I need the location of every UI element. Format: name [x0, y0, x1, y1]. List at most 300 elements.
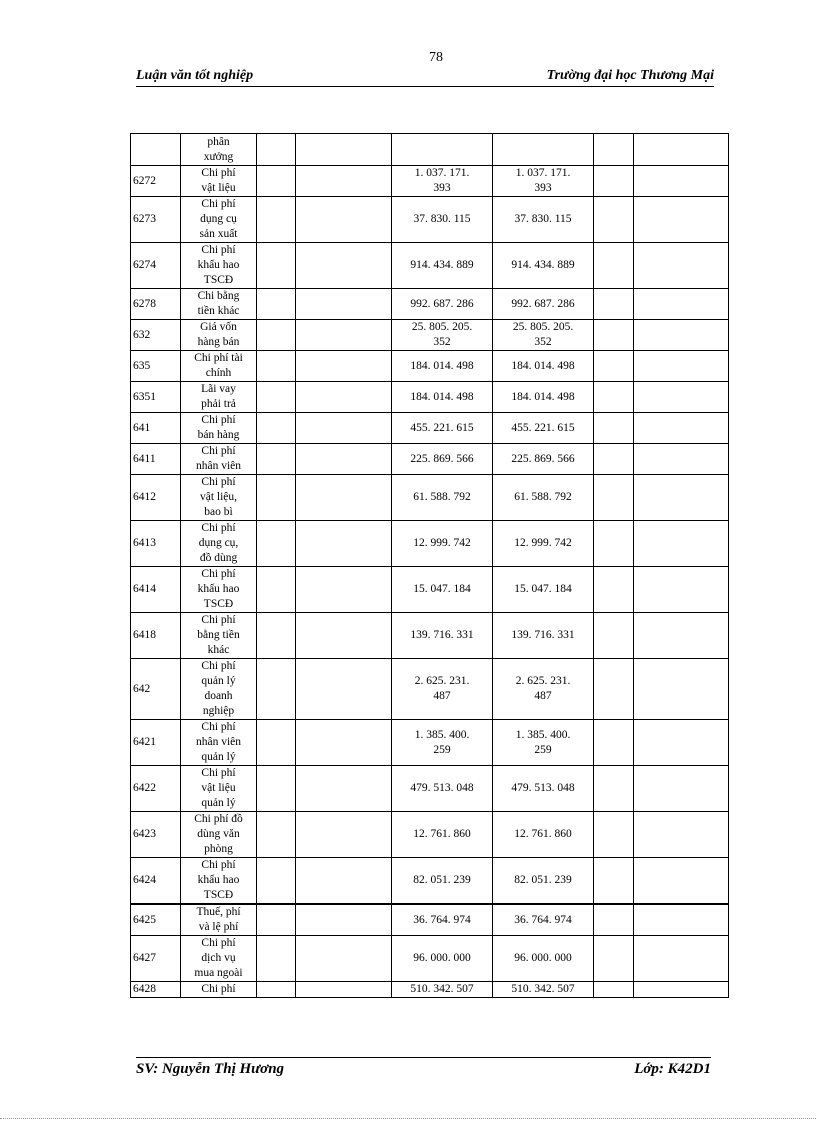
empty-cell: [296, 858, 392, 905]
empty-cell: [257, 659, 296, 720]
empty-cell: [634, 413, 729, 444]
credit-amount-line: 259: [534, 743, 552, 756]
credit-amount-cell: [493, 320, 594, 351]
table-row: [131, 982, 729, 998]
empty-cell: [296, 766, 392, 812]
empty-cell: [257, 243, 296, 289]
account-table-body: [131, 134, 729, 998]
debit-amount-line: 487: [433, 690, 451, 702]
empty-cell: [634, 766, 729, 812]
debit-amount-line: 479. 513. 048: [410, 782, 474, 794]
debit-amount-cell: [392, 521, 493, 567]
table-row: [131, 766, 729, 812]
table-row: [131, 197, 729, 243]
credit-amount-line: 914. 434. 889: [511, 259, 575, 271]
debit-amount-cell: [392, 720, 493, 766]
account-code-cell: 6272: [131, 166, 181, 197]
account-name-line: Chi bằng: [197, 290, 240, 302]
account-code-cell: 6428: [131, 982, 181, 998]
credit-amount-line: 352: [534, 336, 552, 348]
credit-amount-line: 1. 385. 400.: [515, 728, 571, 741]
credit-amount-cell: [493, 475, 594, 521]
credit-amount-cell: [493, 812, 594, 858]
empty-cell: [594, 982, 634, 998]
account-name-line: bằng tiền: [197, 629, 240, 641]
debit-amount-cell: [392, 134, 493, 166]
debit-amount-cell: [392, 982, 493, 998]
credit-amount-cell: [493, 567, 594, 613]
credit-amount-cell: [493, 720, 594, 766]
debit-amount-line: 393: [433, 182, 451, 194]
debit-amount-line: 12. 999. 742: [413, 537, 471, 549]
account-code-cell: 6273: [131, 197, 181, 243]
empty-cell: [594, 858, 634, 905]
account-name-line: Chi phí: [201, 198, 236, 210]
debit-amount-line: 139. 716. 331: [410, 629, 474, 641]
account-name-line: Giá vốn: [200, 321, 237, 333]
account-code-cell: 6411: [131, 444, 181, 475]
debit-amount-line: 992. 687. 286: [410, 297, 474, 310]
debit-amount-cell: [392, 444, 493, 475]
empty-cell: [296, 197, 392, 243]
credit-amount-cell: [493, 858, 594, 905]
account-name-cell: [181, 904, 257, 936]
empty-cell: [634, 613, 729, 659]
credit-amount-cell: [493, 613, 594, 659]
empty-cell: [594, 475, 634, 521]
account-name-line: dụng cụ: [200, 213, 237, 225]
debit-amount-line: 12. 761. 860: [413, 828, 471, 840]
empty-cell: [634, 904, 729, 936]
account-name-line: quản lý: [201, 797, 236, 809]
credit-amount-line: 393: [534, 182, 552, 194]
debit-amount-cell: [392, 936, 493, 982]
debit-amount-line: 61. 588. 792: [413, 491, 471, 503]
account-code-cell: [131, 134, 181, 166]
account-name-line: hàng bán: [197, 336, 240, 348]
debit-amount-cell: [392, 166, 493, 197]
empty-cell: [594, 413, 634, 444]
table-row: [131, 613, 729, 659]
empty-cell: [296, 475, 392, 521]
footer-class: Lớp: K42D1: [634, 1061, 711, 1077]
empty-cell: [296, 166, 392, 197]
account-name-line: Chi phí: [201, 614, 236, 626]
account-name-line: TSCĐ: [203, 889, 234, 901]
empty-cell: [257, 567, 296, 613]
credit-amount-line: 479. 513. 048: [511, 782, 575, 794]
credit-amount-line: 15. 047. 184: [514, 583, 572, 595]
account-name-line: Chi phí: [201, 414, 236, 426]
empty-cell: [296, 243, 392, 289]
table-row: [131, 659, 729, 720]
credit-amount-line: 36. 764. 974: [514, 913, 572, 926]
table-row: [131, 567, 729, 613]
empty-cell: [257, 197, 296, 243]
account-code-cell: 6425: [131, 904, 181, 936]
table-row: [131, 166, 729, 197]
account-name-cell: [181, 413, 257, 444]
account-name-line: sản xuất: [199, 228, 238, 240]
empty-cell: [257, 858, 296, 905]
account-name-cell: [181, 444, 257, 475]
account-name-cell: [181, 521, 257, 567]
empty-cell: [296, 904, 392, 936]
debit-amount-cell: [392, 382, 493, 413]
table-row: [131, 904, 729, 936]
debit-amount-line: 37. 830. 115: [413, 213, 471, 225]
empty-cell: [296, 444, 392, 475]
empty-cell: [296, 613, 392, 659]
account-table: [130, 133, 729, 998]
credit-amount-line: 455. 221. 615: [511, 421, 575, 434]
account-name-line: Chi phí: [201, 721, 236, 733]
account-code-cell: 6422: [131, 766, 181, 812]
account-name-line: khấu hao: [197, 259, 240, 271]
empty-cell: [634, 567, 729, 613]
empty-cell: [296, 720, 392, 766]
empty-cell: [634, 134, 729, 166]
empty-cell: [257, 289, 296, 320]
account-code-cell: 6418: [131, 613, 181, 659]
debit-amount-line: 82. 051. 239: [413, 874, 471, 886]
empty-cell: [634, 659, 729, 720]
credit-amount-cell: [493, 351, 594, 382]
empty-cell: [257, 320, 296, 351]
empty-cell: [296, 382, 392, 413]
account-name-line: Chi phí: [201, 937, 236, 949]
debit-amount-cell: [392, 567, 493, 613]
empty-cell: [296, 320, 392, 351]
empty-cell: [257, 166, 296, 197]
table-row: [131, 858, 729, 905]
account-name-cell: [181, 320, 257, 351]
account-name-line: đồ dùng: [199, 552, 238, 564]
account-name-line: Chi phí: [201, 568, 236, 580]
debit-amount-line: 352: [433, 336, 451, 348]
account-name-line: nghiệp: [202, 705, 235, 717]
account-code-cell: 635: [131, 351, 181, 382]
credit-amount-line: 992. 687. 286: [511, 297, 575, 310]
credit-amount-line: 37. 830. 115: [514, 213, 572, 225]
account-name-cell: [181, 613, 257, 659]
account-name-line: dụng cụ,: [198, 537, 239, 549]
account-name-line: phân: [207, 135, 230, 148]
credit-amount-line: 184. 014. 498: [511, 390, 575, 403]
empty-cell: [634, 936, 729, 982]
credit-amount-line: 2. 625. 231.: [515, 675, 571, 687]
page-edge-divider: [0, 1118, 816, 1119]
account-name-line: khấu hao: [197, 583, 240, 595]
empty-cell: [634, 382, 729, 413]
debit-amount-line: 914. 434. 889: [410, 259, 474, 271]
page-number: 78: [429, 50, 443, 65]
account-name-line: chính: [205, 367, 232, 379]
credit-amount-line: 12. 761. 860: [514, 828, 572, 840]
credit-amount-cell: [493, 197, 594, 243]
empty-cell: [257, 382, 296, 413]
account-name-cell: [181, 382, 257, 413]
empty-cell: [634, 858, 729, 905]
account-code-cell: 6413: [131, 521, 181, 567]
account-name-line: vật liệu: [201, 782, 236, 794]
credit-amount-cell: [493, 382, 594, 413]
empty-cell: [594, 812, 634, 858]
account-name-line: nhân viên: [195, 460, 242, 472]
empty-cell: [296, 289, 392, 320]
account-name-line: khấu hao: [197, 874, 240, 886]
credit-amount-line: 184. 014. 498: [511, 359, 575, 372]
debit-amount-line: 36. 764. 974: [413, 913, 471, 926]
account-name-line: khác: [207, 644, 230, 656]
account-name-cell: [181, 134, 257, 166]
account-name-line: xưởng: [203, 150, 234, 163]
empty-cell: [634, 475, 729, 521]
account-name-cell: [181, 243, 257, 289]
credit-amount-cell: [493, 444, 594, 475]
empty-cell: [296, 982, 392, 998]
empty-cell: [257, 521, 296, 567]
table-row: [131, 444, 729, 475]
credit-amount-line: 82. 051. 239: [514, 874, 572, 886]
table-row: [131, 521, 729, 567]
account-code-cell: 6423: [131, 812, 181, 858]
account-name-line: Chi phí: [201, 660, 236, 672]
empty-cell: [296, 351, 392, 382]
empty-cell: [634, 197, 729, 243]
debit-amount-cell: [392, 351, 493, 382]
account-name-line: Chi phí: [201, 522, 236, 534]
table-row: [131, 289, 729, 320]
account-name-line: quản lý: [201, 675, 236, 687]
account-name-cell: [181, 567, 257, 613]
debit-amount-cell: [392, 243, 493, 289]
empty-cell: [257, 766, 296, 812]
empty-cell: [296, 936, 392, 982]
account-name-cell: [181, 659, 257, 720]
empty-cell: [257, 812, 296, 858]
account-name-line: Chi phí: [201, 983, 236, 995]
account-name-line: và lệ phí: [198, 921, 239, 933]
account-code-cell: 6278: [131, 289, 181, 320]
header-university: Trường đại học Thương Mại: [546, 68, 714, 83]
empty-cell: [594, 166, 634, 197]
empty-cell: [634, 289, 729, 320]
empty-cell: [257, 475, 296, 521]
account-code-cell: 6427: [131, 936, 181, 982]
empty-cell: [257, 444, 296, 475]
credit-amount-line: 12. 999. 742: [514, 537, 572, 549]
account-name-line: mua ngoài: [194, 967, 243, 979]
table-row: [131, 812, 729, 858]
account-name-line: vật liệu: [201, 182, 236, 194]
debit-amount-line: 259: [433, 743, 451, 756]
account-name-line: vật liệu,: [199, 491, 238, 503]
empty-cell: [594, 613, 634, 659]
credit-amount-cell: [493, 766, 594, 812]
account-code-cell: 6424: [131, 858, 181, 905]
account-name-line: Chi phí tài: [194, 352, 243, 364]
account-code-cell: 6351: [131, 382, 181, 413]
empty-cell: [257, 904, 296, 936]
empty-cell: [594, 134, 634, 166]
debit-amount-line: 184. 014. 498: [410, 359, 474, 372]
debit-amount-cell: [392, 613, 493, 659]
header-thesis-title: Luận văn tốt nghiệp: [136, 68, 254, 83]
empty-cell: [594, 289, 634, 320]
credit-amount-line: 510. 342. 507: [511, 983, 575, 995]
account-name-line: dịch vụ: [201, 952, 236, 964]
empty-cell: [594, 521, 634, 567]
account-code-cell: 6274: [131, 243, 181, 289]
debit-amount-line: 1. 385. 400.: [414, 728, 470, 741]
empty-cell: [594, 904, 634, 936]
empty-cell: [257, 413, 296, 444]
account-code-cell: 632: [131, 320, 181, 351]
empty-cell: [634, 982, 729, 998]
empty-cell: [634, 166, 729, 197]
credit-amount-line: 61. 588. 792: [514, 491, 572, 503]
account-name-line: Chi phí: [201, 244, 236, 256]
account-name-cell: [181, 766, 257, 812]
empty-cell: [594, 320, 634, 351]
empty-cell: [257, 720, 296, 766]
empty-cell: [634, 320, 729, 351]
debit-amount-cell: [392, 766, 493, 812]
credit-amount-line: 25. 805. 205.: [512, 321, 574, 333]
credit-amount-line: 96. 000. 000: [514, 952, 572, 964]
empty-cell: [594, 197, 634, 243]
credit-amount-cell: [493, 166, 594, 197]
account-name-line: phải trả: [201, 398, 236, 410]
debit-amount-cell: [392, 475, 493, 521]
empty-cell: [594, 382, 634, 413]
account-name-line: dùng văn: [197, 828, 240, 840]
empty-cell: [634, 444, 729, 475]
account-name-line: Lãi vay: [201, 383, 236, 395]
empty-cell: [594, 720, 634, 766]
account-name-line: nhân viên: [195, 736, 242, 748]
credit-amount-cell: [493, 243, 594, 289]
empty-cell: [296, 567, 392, 613]
empty-cell: [594, 567, 634, 613]
empty-cell: [296, 134, 392, 166]
empty-cell: [257, 936, 296, 982]
credit-amount-line: 487: [534, 690, 552, 702]
debit-amount-line: 96. 000. 000: [413, 952, 471, 964]
credit-amount-cell: [493, 904, 594, 936]
table-row: [131, 936, 729, 982]
account-name-line: Chi phí: [201, 167, 236, 179]
debit-amount-line: 455. 221. 615: [410, 421, 474, 434]
debit-amount-cell: [392, 289, 493, 320]
empty-cell: [257, 982, 296, 998]
account-name-line: bán hàng: [197, 429, 240, 441]
account-name-line: Chi phí: [201, 445, 236, 457]
empty-cell: [594, 936, 634, 982]
empty-cell: [296, 413, 392, 444]
empty-cell: [634, 351, 729, 382]
account-code-cell: 6421: [131, 720, 181, 766]
account-name-cell: [181, 475, 257, 521]
credit-amount-cell: [493, 521, 594, 567]
account-name-line: Chi phí: [201, 476, 236, 488]
debit-amount-line: 225. 869. 566: [410, 452, 474, 465]
table-row: [131, 243, 729, 289]
account-name-cell: [181, 936, 257, 982]
table-row: [131, 134, 729, 166]
empty-cell: [257, 134, 296, 166]
account-code-cell: 6414: [131, 567, 181, 613]
credit-amount-cell: [493, 134, 594, 166]
account-name-line: phòng: [204, 843, 233, 855]
table-row: [131, 382, 729, 413]
account-name-line: quản lý: [201, 751, 236, 763]
account-name-cell: [181, 166, 257, 197]
account-code-cell: 642: [131, 659, 181, 720]
footer-student-name: SV: Nguyễn Thị Hương: [136, 1061, 285, 1077]
debit-amount-cell: [392, 320, 493, 351]
credit-amount-line: 139. 716. 331: [511, 629, 575, 641]
empty-cell: [594, 351, 634, 382]
debit-amount-cell: [392, 659, 493, 720]
credit-amount-cell: [493, 982, 594, 998]
table-row: [131, 351, 729, 382]
page-footer: [136, 1057, 711, 1078]
account-code-cell: 6412: [131, 475, 181, 521]
credit-amount-cell: [493, 936, 594, 982]
account-code-cell: 641: [131, 413, 181, 444]
debit-amount-cell: [392, 413, 493, 444]
debit-amount-cell: [392, 858, 493, 905]
table-row: [131, 413, 729, 444]
account-name-cell: [181, 982, 257, 998]
account-name-cell: [181, 720, 257, 766]
page-header: [136, 68, 714, 87]
empty-cell: [257, 351, 296, 382]
empty-cell: [594, 243, 634, 289]
account-name-line: Chi phí: [201, 767, 236, 779]
empty-cell: [634, 812, 729, 858]
empty-cell: [257, 613, 296, 659]
account-name-line: bao bì: [204, 506, 233, 518]
empty-cell: [296, 812, 392, 858]
empty-cell: [296, 659, 392, 720]
account-name-line: doanh: [204, 690, 233, 702]
account-name-line: Chi phí đồ: [194, 813, 243, 825]
account-name-cell: [181, 351, 257, 382]
account-name-line: Chi phí: [201, 859, 236, 871]
empty-cell: [634, 243, 729, 289]
table-row: [131, 320, 729, 351]
empty-cell: [634, 720, 729, 766]
debit-amount-line: 15. 047. 184: [413, 583, 471, 595]
debit-amount-line: 184. 014. 498: [410, 390, 474, 403]
table-row: [131, 720, 729, 766]
table-row: [131, 475, 729, 521]
debit-amount-line: 510. 342. 507: [410, 983, 474, 995]
debit-amount-line: 25. 805. 205.: [411, 321, 473, 333]
empty-cell: [594, 766, 634, 812]
account-name-cell: [181, 858, 257, 905]
empty-cell: [594, 659, 634, 720]
debit-amount-line: 1. 037. 171.: [414, 167, 470, 179]
debit-amount-cell: [392, 812, 493, 858]
credit-amount-cell: [493, 289, 594, 320]
debit-amount-cell: [392, 197, 493, 243]
empty-cell: [634, 521, 729, 567]
credit-amount-line: 225. 869. 566: [511, 452, 575, 465]
